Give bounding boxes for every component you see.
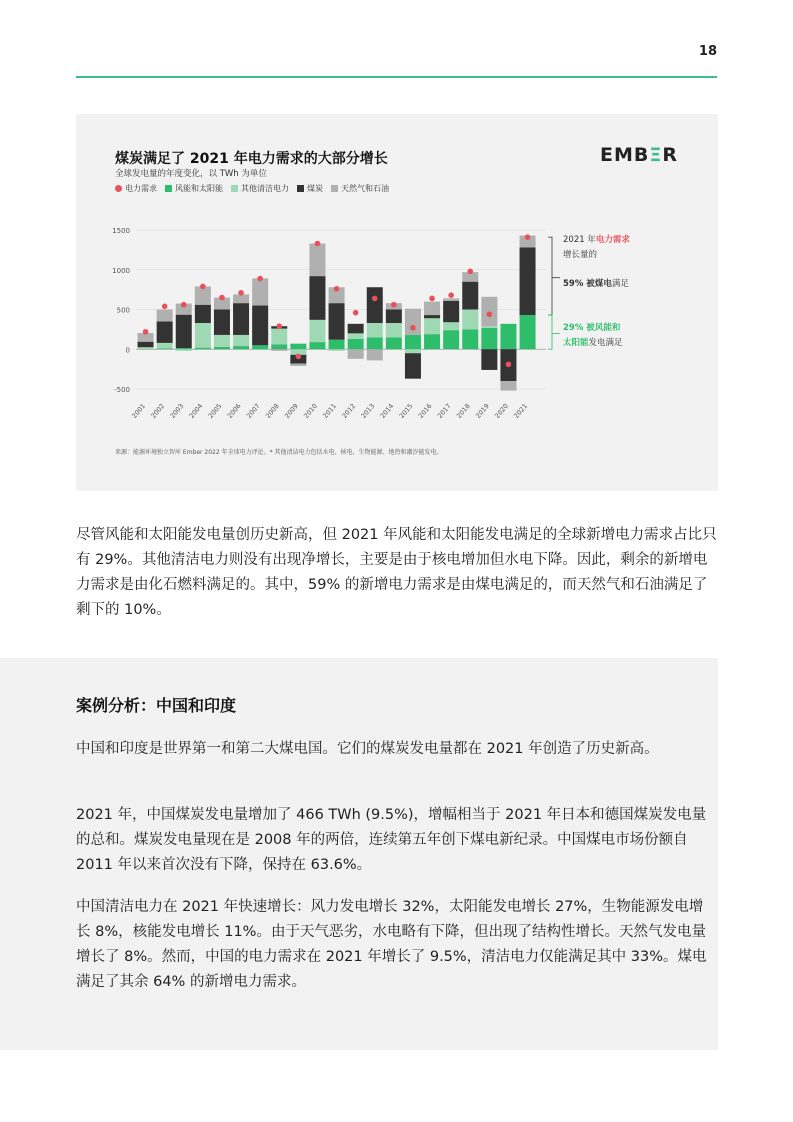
case-study-heading: 案例分析：中国和印度 xyxy=(76,696,237,715)
demand-point xyxy=(506,362,512,368)
bar-segment xyxy=(176,315,192,348)
bar-segment xyxy=(481,349,497,370)
demand-point xyxy=(467,269,473,275)
bar-segment xyxy=(157,348,173,349)
bar-segment xyxy=(233,303,249,335)
y-tick-label: 1000 xyxy=(112,266,130,275)
y-tick-label: 1500 xyxy=(112,227,130,235)
x-tick-label: 2011 xyxy=(321,402,339,420)
bar-segment xyxy=(405,353,421,378)
annotation-demand-growth-2: 增长量的 xyxy=(563,250,598,260)
bar-segment xyxy=(214,335,230,347)
bar-segment xyxy=(386,310,402,324)
bar-segment xyxy=(329,303,345,340)
x-tick-label: 2006 xyxy=(225,402,243,420)
demand-point xyxy=(448,292,454,298)
chart-title: 煤炭满足了 2021 年电力需求的大部分增长 xyxy=(115,151,388,167)
bar-segment xyxy=(386,323,402,337)
bar-segment xyxy=(405,335,421,349)
case-study-paragraph-1: 中国和印度是世界第一和第二大煤电国。它们的煤炭发电量都在 2021 年创造了历史新高。 xyxy=(76,741,659,757)
bar-segment xyxy=(329,340,345,350)
bar-segment xyxy=(424,315,440,318)
bar-segment xyxy=(214,310,230,335)
bar-segment xyxy=(271,349,287,351)
x-tick-label: 2012 xyxy=(340,402,358,420)
renewables-bracket xyxy=(548,315,552,349)
bar-segment xyxy=(443,330,459,349)
demand-point xyxy=(525,234,531,240)
x-tick-label: 2019 xyxy=(474,402,491,420)
bar-segment xyxy=(481,326,497,328)
bar-segment xyxy=(138,347,154,349)
x-tick-label: 2014 xyxy=(378,402,396,420)
x-tick-label: 2016 xyxy=(416,402,434,420)
x-tick-label: 2007 xyxy=(244,402,262,420)
bar-segment xyxy=(367,337,383,349)
x-tick-label: 2003 xyxy=(168,402,186,420)
case-study-paragraph-2: 2021 年，中国煤炭发电量增加了 466 TWh (9.5%)，增幅相当于 2021 年日本和德国煤炭发电量的总和。煤炭发电量现在是 2008 年的两倍，连续第五年创下煤电新纪录。中国煤电市场份额自 2011 年以来首次没有下降，保持在 63.6%。 xyxy=(76,807,707,873)
bar-segment xyxy=(195,348,211,350)
demand-point xyxy=(429,296,435,302)
bar-segment xyxy=(348,349,364,359)
demand-point xyxy=(315,241,321,247)
bar-segment xyxy=(520,247,536,315)
annotation-wind-solar-share: 29% 被风能和 xyxy=(563,323,621,333)
demand-point xyxy=(219,295,225,301)
annotation-layer xyxy=(563,234,630,348)
header-divider xyxy=(76,76,717,78)
case-study-paragraph-3: 中国清洁电力在 2021 年快速增长：风力发电增长 32%，太阳能发电增长 27%，生物能源发电增长 8%，核能发电增长 11%。由于天气恶劣，水电略有下降，但出现了结构性增长。天然气发电量增长了 8%。然而，中国的电力需求在 2021 年增长了 9.5%，清洁电力仅能满足其中 33%。煤电满足了其余 64% 的新增电力需求。 xyxy=(76,899,707,990)
x-tick-label: 2008 xyxy=(264,402,281,420)
legend-label: 其他清洁电力 xyxy=(241,184,289,193)
bar-segment xyxy=(500,381,516,391)
bar-segment xyxy=(462,310,478,330)
annotation-demand-growth: 2021 年电力需求 xyxy=(563,235,630,245)
demand-point xyxy=(334,286,340,292)
legend-label: 煤炭 xyxy=(307,184,323,193)
bracket-layer xyxy=(548,237,560,349)
bar-segment xyxy=(348,339,364,349)
demand-point xyxy=(296,354,302,360)
x-tick-label: 2004 xyxy=(187,402,205,420)
bar-segment xyxy=(138,342,154,348)
x-tick-label: 2001 xyxy=(130,402,148,420)
chart-card xyxy=(76,114,718,491)
bar-segment xyxy=(176,348,192,349)
bar-segment xyxy=(233,346,249,349)
bar-segment xyxy=(367,323,383,337)
bar-segment xyxy=(157,310,173,322)
bar-segment xyxy=(233,335,249,346)
logo-text-right: R xyxy=(662,144,678,166)
demand-point xyxy=(238,290,244,296)
bar-segment xyxy=(252,349,268,350)
bar-segment xyxy=(367,349,383,360)
bar-segment xyxy=(271,344,287,349)
demand-point xyxy=(487,311,493,317)
body-paragraph: 尽管风能和太阳能发电量创历史新高，但 2021 年风能和太阳能发电满足的全球新增电力需求占比只有 29%。其他清洁电力则没有出现净增长，主要是由于核电增加但水电下降。因此，剩余的新增电力需求是由化石燃料满足的。其中，59% 的新增电力需求是由煤电满足的，而天然气和石油满足了剩下的 10%。 xyxy=(76,527,717,618)
y-tick-label: 0 xyxy=(125,346,130,355)
bar-segment xyxy=(252,306,268,346)
bar-segment xyxy=(405,349,421,353)
bar-segment xyxy=(462,282,478,310)
bar-segment xyxy=(348,324,364,334)
x-tick-label: 2021 xyxy=(512,402,530,420)
bar-segment xyxy=(309,276,325,320)
bar-segment xyxy=(462,329,478,349)
y-tick-label: 500 xyxy=(116,306,130,315)
bar-segment xyxy=(157,343,173,349)
demand-point xyxy=(181,302,187,308)
bar-segment xyxy=(443,298,459,300)
bar-segment xyxy=(405,309,421,335)
x-tick-label: 2015 xyxy=(397,402,415,420)
bar-segment xyxy=(367,287,383,323)
demand-point xyxy=(372,296,378,302)
bar-segment xyxy=(233,294,249,303)
legend-label: 天然气和石油 xyxy=(341,184,389,193)
bar-segment xyxy=(424,334,440,349)
chart-subtitle: 全球发电量的年度变化，以 TWh 为单位 xyxy=(115,169,267,179)
bar-segment xyxy=(195,323,211,348)
demand-point xyxy=(276,323,282,329)
demand-point xyxy=(162,304,168,310)
coal-bracket xyxy=(548,237,552,315)
demand-point xyxy=(410,325,416,331)
bar-segment xyxy=(214,347,230,349)
logo-text-mid: Ξ xyxy=(649,144,663,166)
bar-segment xyxy=(309,244,325,277)
demand-point xyxy=(143,329,149,335)
page-number: 18 xyxy=(698,44,717,59)
demand-point xyxy=(353,310,359,316)
bar-segment xyxy=(443,322,459,330)
x-tick-label: 2010 xyxy=(302,402,319,420)
bar-chart xyxy=(76,114,718,491)
bar-segment xyxy=(481,328,497,349)
bar-segment xyxy=(424,302,440,316)
bar-segment xyxy=(520,315,536,349)
demand-point xyxy=(200,284,206,290)
x-tick-label: 2020 xyxy=(493,402,510,420)
bar-segment xyxy=(348,333,364,339)
bar-segment xyxy=(309,320,325,342)
bar-segment xyxy=(157,321,173,342)
legend-label: 风能和太阳能 xyxy=(175,184,223,193)
bar-segment xyxy=(195,305,211,323)
bar-segment xyxy=(329,349,345,351)
x-tick-label: 2017 xyxy=(435,402,453,420)
bar-segment xyxy=(252,278,268,305)
bar-segment xyxy=(290,364,306,366)
annotation-coal-share: 59% 被煤电满足 xyxy=(563,279,629,289)
y-tick-label: -500 xyxy=(114,386,130,394)
bar-segment xyxy=(309,342,325,349)
logo-text-left: EMB xyxy=(599,144,650,166)
chart-source: 来源：能源环境独立智库 Ember 2022 年全球电力评论。* 其他清洁电力包括水电、核电、生物能源、地热和潮汐能发电。 xyxy=(115,449,443,456)
bar-segment xyxy=(290,344,306,350)
legend-label: 电力需求 xyxy=(125,184,157,193)
bar-segment xyxy=(386,337,402,349)
bar-segment xyxy=(500,324,516,349)
bar-segment xyxy=(176,349,192,351)
bar-segment xyxy=(424,318,440,334)
x-tick-label: 2009 xyxy=(283,402,300,420)
demand-point xyxy=(257,276,263,282)
annotation-wind-solar-share-2: 太阳能发电满足 xyxy=(563,338,623,348)
x-tick-label: 2013 xyxy=(359,402,377,420)
bars-layer xyxy=(138,236,536,391)
demand-point xyxy=(391,302,397,308)
bar-segment xyxy=(443,301,459,322)
x-tick-label: 2018 xyxy=(455,402,472,420)
x-tick-label: 2005 xyxy=(206,402,224,420)
x-tick-label: 2002 xyxy=(149,402,167,420)
bar-segment xyxy=(252,345,268,349)
bar-segment xyxy=(271,329,287,345)
